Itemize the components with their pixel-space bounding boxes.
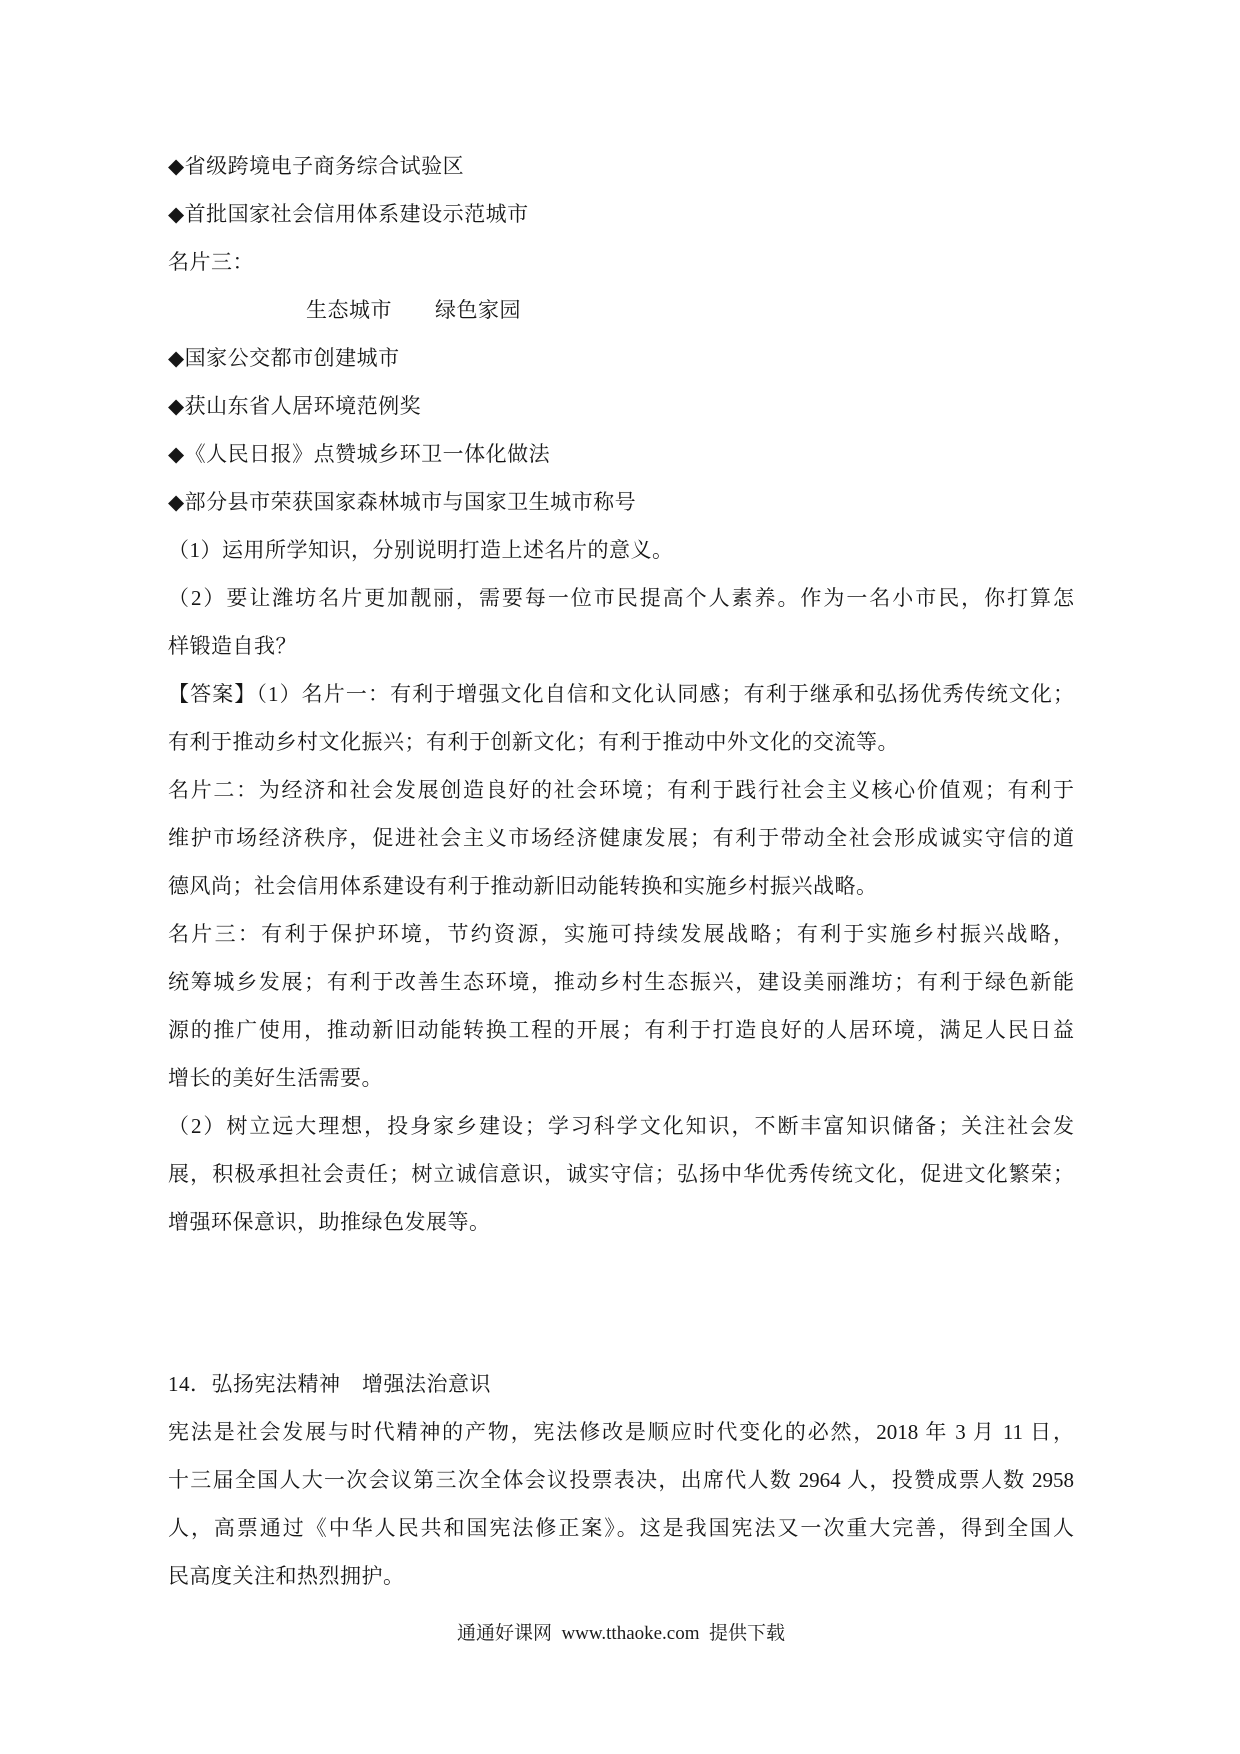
bullet-item-habitat-award: ◆获山东省人居环境范例奖 <box>168 394 422 418</box>
document-body <box>168 142 1074 1600</box>
question-14-intro-line-1: 宪法是社会发展与时代精神的产物，宪法修改是顺应时代变化的必然，2018 年 3 月 11 日， <box>168 1420 1074 1444</box>
answer-card-one-line-1: 【答案】（1）名片一：有利于增强文化自信和文化认同感；有利于继承和弘扬优秀传统文化； <box>168 682 1074 706</box>
answer-card-three-line-2: 统筹城乡发展；有利于改善生态环境，推动乡村生态振兴，建设美丽潍坊；有利于绿色新能 <box>168 970 1074 994</box>
answer-card-two-line-3: 德风尚；社会信用体系建设有利于推动新旧动能转换和实施乡村振兴战略。 <box>168 874 878 898</box>
question-14-intro-line-4: 民高度关注和热烈拥护。 <box>168 1564 405 1588</box>
question-14-intro-line-2: 十三届全国人大一次会议第三次全体会议投票表决，出席代人数 2964 人，投赞成票人数 2958 <box>168 1468 1074 1492</box>
question-14-heading: 14．弘扬宪法精神 增强法治意识 <box>168 1372 491 1396</box>
card-three-label: 名片三： <box>168 250 254 274</box>
card-three-title: 生态城市 绿色家园 <box>306 298 521 322</box>
bullet-item-credit-city: ◆首批国家社会信用体系建设示范城市 <box>168 202 529 226</box>
answer-part-2-line-3: 增强环保意识，助推绿色发展等。 <box>168 1210 491 1234</box>
answer-card-three-line-1: 名片三：有利于保护环境，节约资源，实施可持续发展战略；有利于实施乡村振兴战略， <box>168 922 1074 946</box>
answer-part-2-line-1: （2）树立远大理想，投身家乡建设；学习科学文化知识，不断丰富知识储备；关注社会发 <box>168 1114 1074 1138</box>
bullet-item-transit-city: ◆国家公交都市创建城市 <box>168 346 400 370</box>
page-footer: 通通好课网 www.tthaoke.com 提供下载 <box>456 1623 786 1644</box>
section-gap <box>168 1246 1074 1360</box>
question-1: （1）运用所学知识，分别说明打造上述名片的意义。 <box>168 538 674 562</box>
document-content <box>168 142 1074 1654</box>
bullet-item-ecommerce-zone: ◆省级跨境电子商务综合试验区 <box>168 154 465 178</box>
bullet-item-forest-city: ◆部分县市荣获国家森林城市与国家卫生城市称号 <box>168 490 637 514</box>
answer-card-three-line-3: 源的推广使用，推动新旧动能转换工程的开展；有利于打造良好的人居环境，满足人民日益 <box>168 1018 1074 1042</box>
answer-part-2-line-2: 展，积极承担社会责任；树立诚信意识，诚实守信；弘扬中华优秀传统文化，促进文化繁荣； <box>168 1162 1074 1186</box>
question-14-intro-line-3: 人，高票通过《中华人民共和国宪法修正案》。这是我国宪法又一次重大完善，得到全国人 <box>168 1516 1074 1540</box>
question-2-line-1: （2）要让潍坊名片更加靓丽，需要每一位市民提高个人素养。作为一名小市民，你打算怎 <box>168 586 1074 610</box>
answer-card-three-line-4: 增长的美好生活需要。 <box>168 1066 383 1090</box>
answer-card-two-line-2: 维护市场经济秩序，促进社会主义市场经济健康发展；有利于带动全社会形成诚实守信的道 <box>168 826 1074 850</box>
answer-card-one-line-2: 有利于推动乡村文化振兴；有利于创新文化；有利于推动中外文化的交流等。 <box>168 730 899 754</box>
answer-card-two-line-1: 名片二：为经济和社会发展创造良好的社会环境；有利于践行社会主义核心价值观；有利于 <box>168 778 1074 802</box>
bullet-item-peoples-daily: ◆《人民日报》点赞城乡环卫一体化做法 <box>168 442 551 466</box>
question-2-line-2: 样锻造自我？ <box>168 634 297 658</box>
